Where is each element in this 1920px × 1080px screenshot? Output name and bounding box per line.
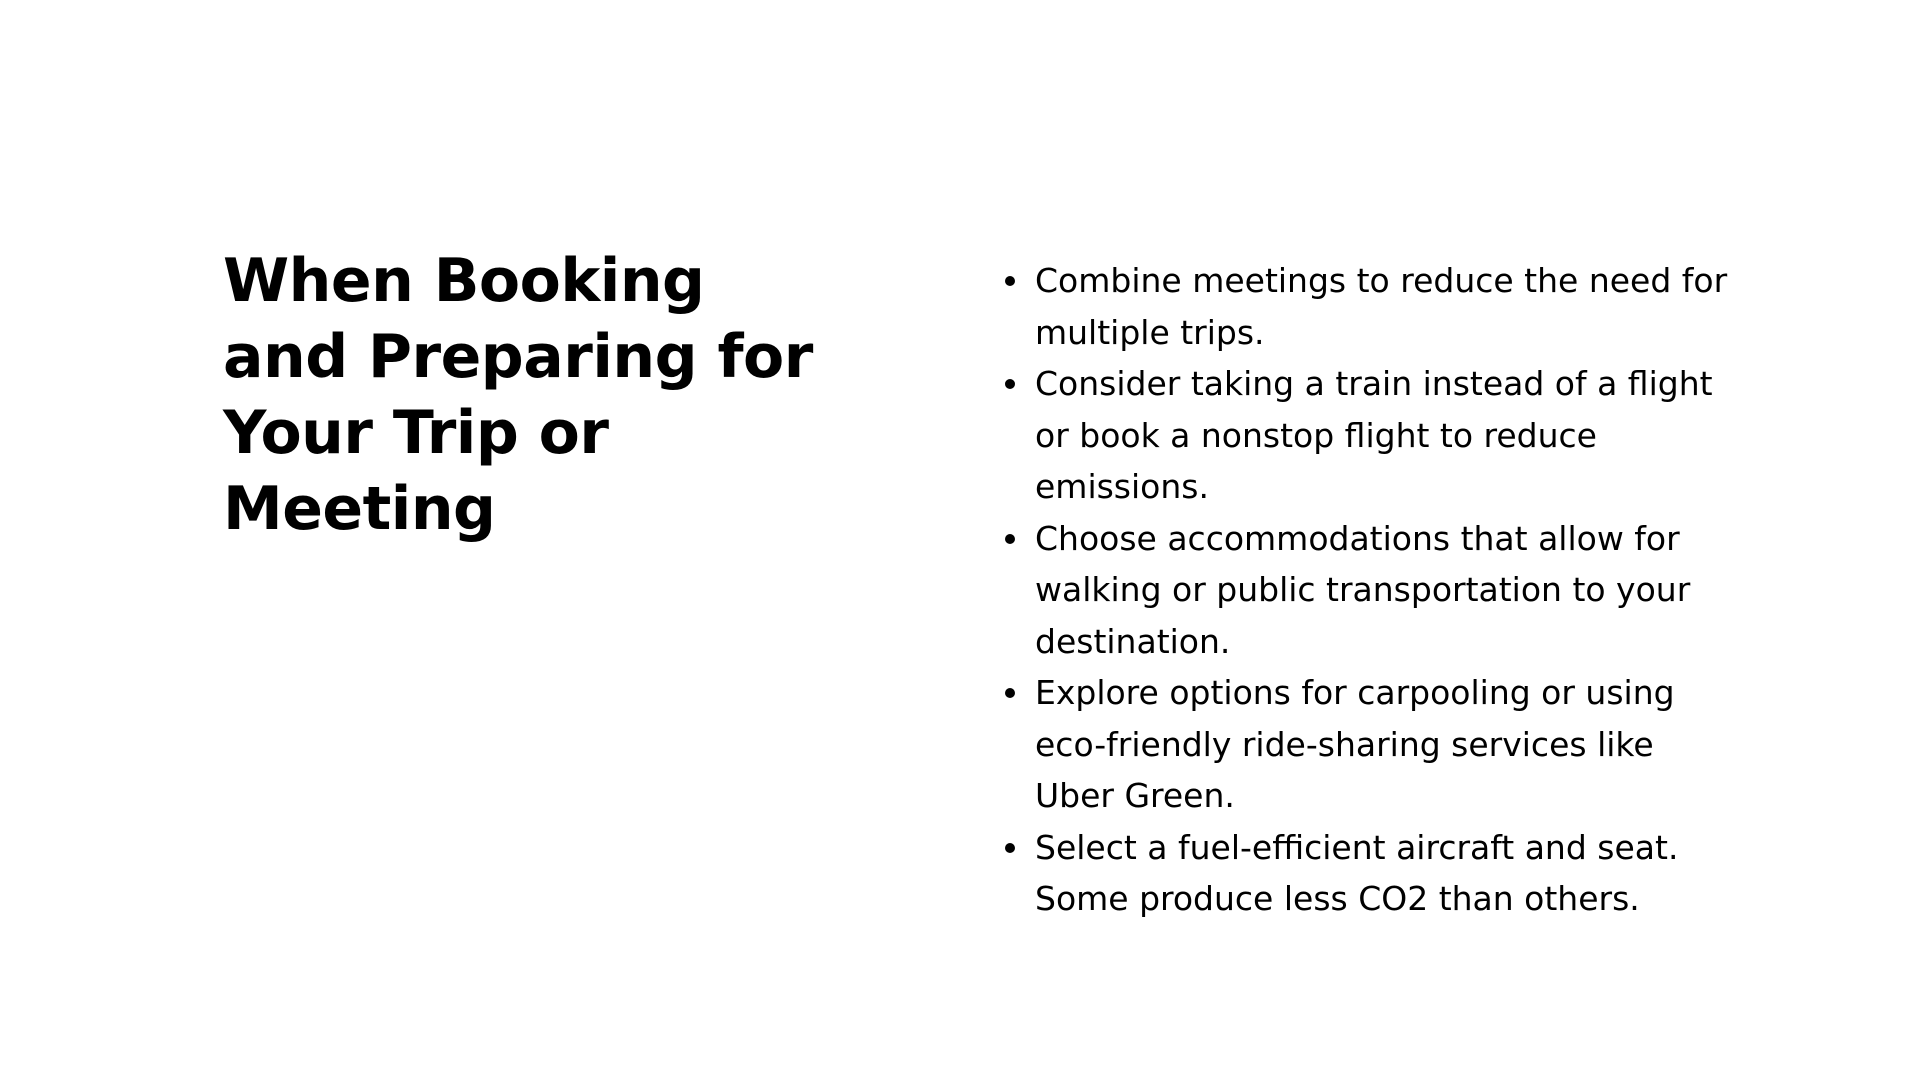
bullet-text: Select a fuel-efficient aircraft and seat. Some produce less CO2 than others. [1035, 827, 1679, 918]
bullet-item [1000, 822, 1740, 925]
bullet-text: Choose accommodations that allow for walking or public transportation to your destination. [1035, 518, 1691, 661]
bullet-dot-icon [1005, 379, 1015, 389]
bullet-text: Combine meetings to reduce the need for multiple trips. [1035, 261, 1728, 352]
bullet-item [1000, 255, 1740, 358]
bullet-dot-icon [1005, 843, 1015, 853]
bullet-text: Explore options for carpooling or using eco-friendly ride-sharing services like Uber Green. [1035, 673, 1675, 815]
bullet-dot-icon [1005, 276, 1015, 286]
bullet-dot-icon [1005, 688, 1015, 698]
bullet-item [1000, 513, 1740, 668]
bullet-item [1000, 667, 1740, 822]
bullet-dot-icon [1005, 534, 1015, 544]
slide-title: When Booking and Preparing for Your Trip or Meeting [223, 246, 813, 544]
bullet-item [1000, 358, 1740, 513]
bullet-text: Consider taking a train instead of a flight or book a nonstop flight to reduce emissions. [1035, 364, 1713, 506]
bullet-list [1000, 255, 1740, 925]
